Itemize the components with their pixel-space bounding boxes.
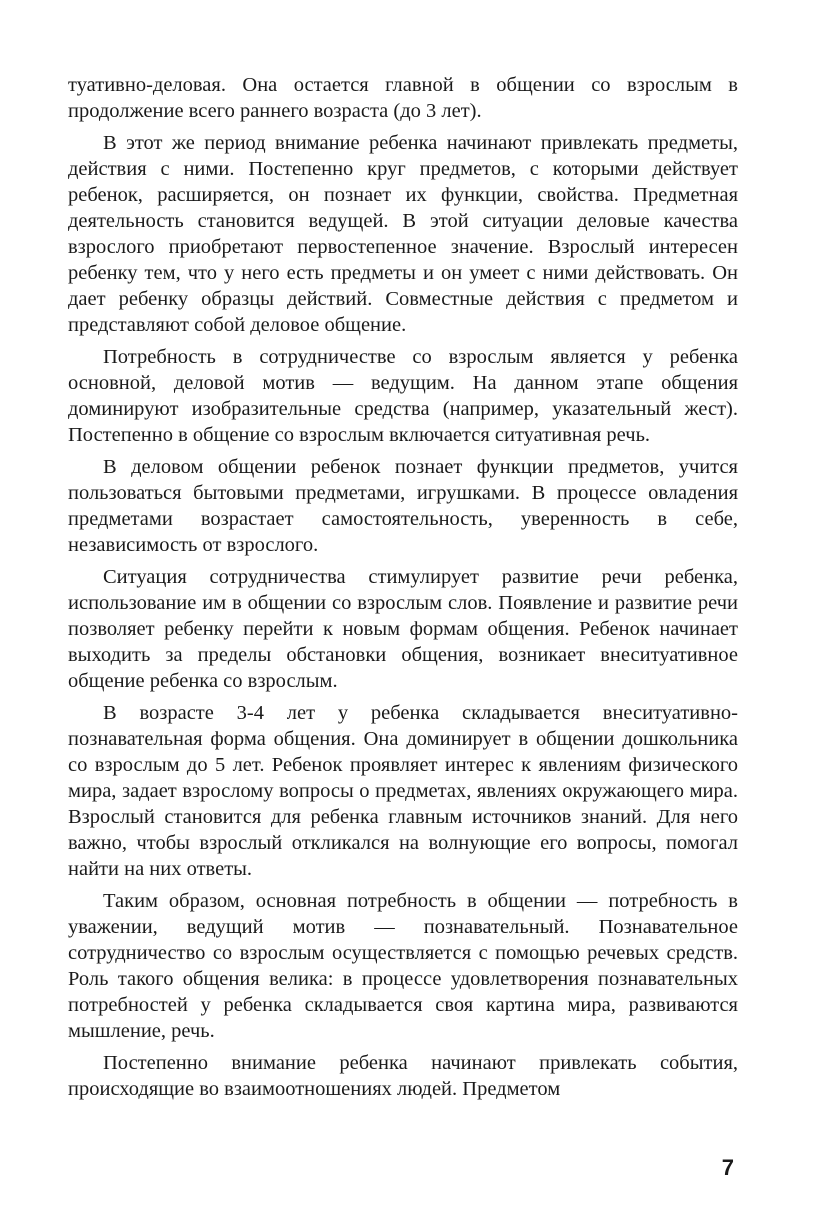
paragraph: Потребность в сотрудничестве со взрослым является у ребенка основной, деловой мотив — ведущим. На данном этапе общения доминируют изобразительные средства (например, указательный жест). Постепенно в общение со взрослым включается ситуативная речь. [68,346,738,446]
page-body [68,72,738,1108]
paragraph: Постепенно внимание ребенка начинают привлекать события, происходящие во взаимоотношениях людей. Предметом [68,1052,738,1100]
paragraph: В возрасте 3-4 лет у ребенка складывается внеситуативно-познавательная форма общения. Она доминирует в общении дошкольника со взрослым до 5 лет. Ребенок проявляет интерес к явлениям физического мира, задает взрослому вопросы о предметах, явлениях окружающего мира. Взрослый становится для ребенка главным источников знаний. Для него важно, чтобы взрослый откликался на волнующие его вопросы, помогал найти на них ответы. [68,702,738,880]
paragraph: Ситуация сотрудничества стимулирует развитие речи ребенка, использование им в общении со взрослым слов. Появление и развитие речи позволяет ребенку перейти к новым формам общения. Ребенок начинает выходить за пределы обстановки общения, возникает внеситуативное общение ребенка со взрослым. [68,566,738,692]
paragraph-continuation: туативно-деловая. Она остается главной в общении со взрослым в продолжение всего раннего возраста (до 3 лет). [68,74,738,122]
paragraph: В этот же период внимание ребенка начинают привлекать предметы, действия с ними. Постепенно круг предметов, с которыми действует ребенок, расширяется, он познает их функции, свойства. Предметная деятельность становится ведущей. В этой ситуации деловые качества взрослого приобретают первостепенное значение. Взрослый интересен ребенку тем, что у него есть предметы и он умеет с ними действовать. Он дает ребенку образцы действий. Совместные действия с предметом и представляют собой деловое общение. [68,132,738,336]
paragraph: В деловом общении ребенок познает функции предметов, учится пользоваться бытовыми предметами, игрушками. В процессе овладения предметами возрастает самостоятельность, уверенность в себе, независимость от взрослого. [68,456,738,556]
page-number: 7 [721,1155,734,1180]
paragraph: Таким образом, основная потребность в общении — потребность в уважении, ведущий мотив — познавательный. Познавательное сотрудничество со взрослым осуществляется с помощью речевых средств. Роль такого общения велика: в процессе удовлетворения познавательных потребностей у ребенка складывается своя картина мира, развиваются мышление, речь. [68,890,738,1042]
